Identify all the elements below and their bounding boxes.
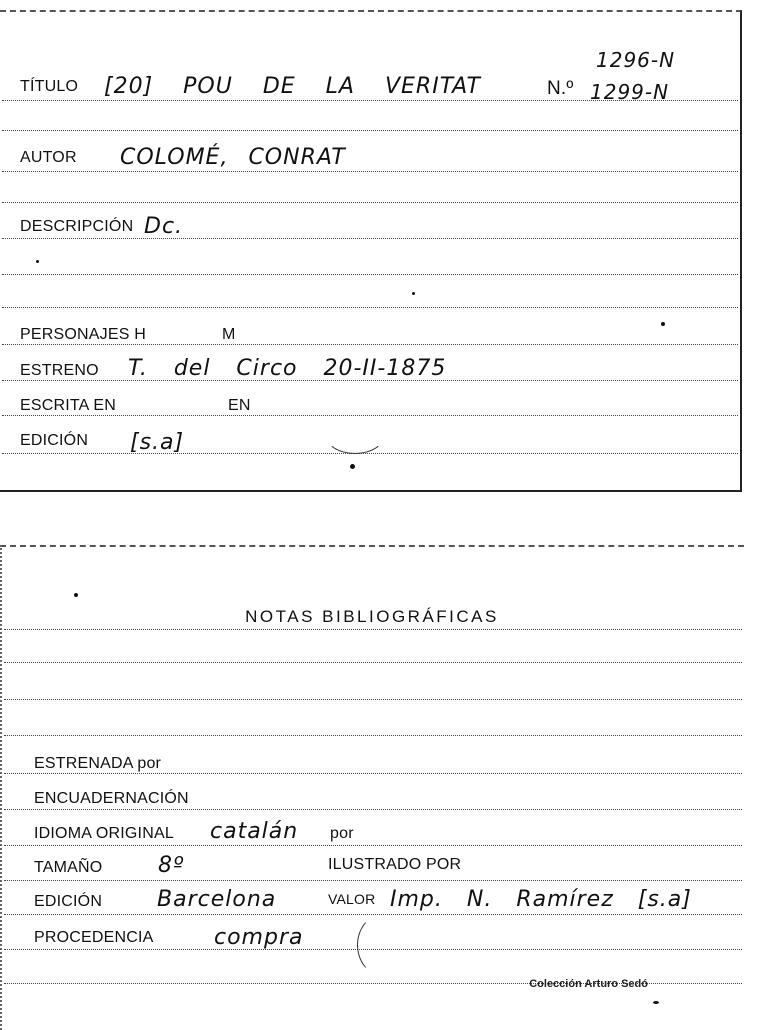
rule bbox=[4, 773, 742, 774]
escrita-en-label: EN bbox=[228, 397, 251, 414]
punch-hole-mark bbox=[324, 412, 386, 454]
rule bbox=[4, 845, 742, 846]
rule bbox=[2, 238, 738, 239]
speck bbox=[412, 292, 415, 295]
valor-value: Imp. N. Ramírez [s.a] bbox=[390, 887, 692, 912]
estreno-label: ESTRENO bbox=[20, 362, 99, 379]
tamano-value: 8º bbox=[158, 853, 185, 878]
speck bbox=[74, 593, 78, 597]
descripcion-value: Dc. bbox=[144, 214, 184, 239]
edicion2-label: EDICIÓN bbox=[34, 893, 103, 910]
rule bbox=[2, 130, 738, 131]
rule bbox=[2, 274, 738, 275]
estreno-value: T. del Circo 20-II-1875 bbox=[128, 356, 447, 381]
idioma-value: catalán bbox=[210, 819, 299, 844]
speck bbox=[350, 464, 355, 469]
valor-label: VALOR bbox=[328, 891, 376, 907]
encuadernacion-label: ENCUADERNACIÓN bbox=[34, 790, 189, 807]
catalog-card-main bbox=[0, 10, 742, 492]
speck bbox=[653, 1001, 659, 1004]
speck bbox=[36, 260, 39, 263]
titulo-value: [20] POU DE LA VERITAT bbox=[104, 74, 481, 99]
autor-value: COLOMÉ, CONRAT bbox=[120, 145, 346, 170]
rule bbox=[4, 662, 742, 663]
numero-label: N.º bbox=[547, 78, 574, 99]
punch-hole-mark bbox=[357, 914, 409, 976]
ilustrado-label: ILUSTRADO POR bbox=[328, 856, 462, 873]
escrita-label: ESCRITA EN bbox=[20, 397, 116, 414]
autor-label: AUTOR bbox=[20, 149, 77, 166]
numero-value-2: 1299-N bbox=[590, 80, 670, 104]
edicion-label: EDICIÓN bbox=[20, 432, 89, 449]
notas-heading: NOTAS BIBLIOGRÁFICAS bbox=[245, 607, 499, 626]
rule bbox=[4, 699, 742, 700]
rule bbox=[4, 809, 742, 810]
estrenada-label: ESTRENADA por bbox=[34, 755, 162, 772]
tamano-label: TAMAÑO bbox=[34, 859, 103, 876]
rule bbox=[4, 735, 742, 736]
idioma-label: IDIOMA ORIGINAL bbox=[34, 825, 174, 842]
rule bbox=[4, 629, 742, 630]
rule bbox=[2, 453, 738, 454]
procedencia-label: PROCEDENCIA bbox=[34, 929, 154, 946]
rule bbox=[2, 344, 738, 345]
procedencia-value: compra bbox=[214, 925, 304, 950]
collection-stamp: Colección Arturo Sedó bbox=[529, 978, 648, 990]
speck bbox=[661, 322, 665, 326]
rule bbox=[4, 880, 742, 881]
edicion-value: [s.a] bbox=[130, 430, 185, 455]
catalog-card-notes bbox=[0, 545, 744, 1030]
rule bbox=[2, 171, 738, 172]
titulo-label: TÍTULO bbox=[20, 78, 79, 95]
numero-value-1: 1296-N bbox=[596, 48, 676, 72]
descripcion-label: DESCRIPCIÓN bbox=[20, 218, 134, 235]
rule bbox=[4, 914, 742, 915]
rule bbox=[2, 307, 738, 308]
personajes-m-label: M bbox=[222, 326, 236, 343]
rule bbox=[2, 202, 738, 203]
personajes-label: PERSONAJES H bbox=[20, 326, 146, 343]
idioma-por-label: por bbox=[330, 825, 354, 842]
edicion2-value: Barcelona bbox=[157, 887, 277, 912]
